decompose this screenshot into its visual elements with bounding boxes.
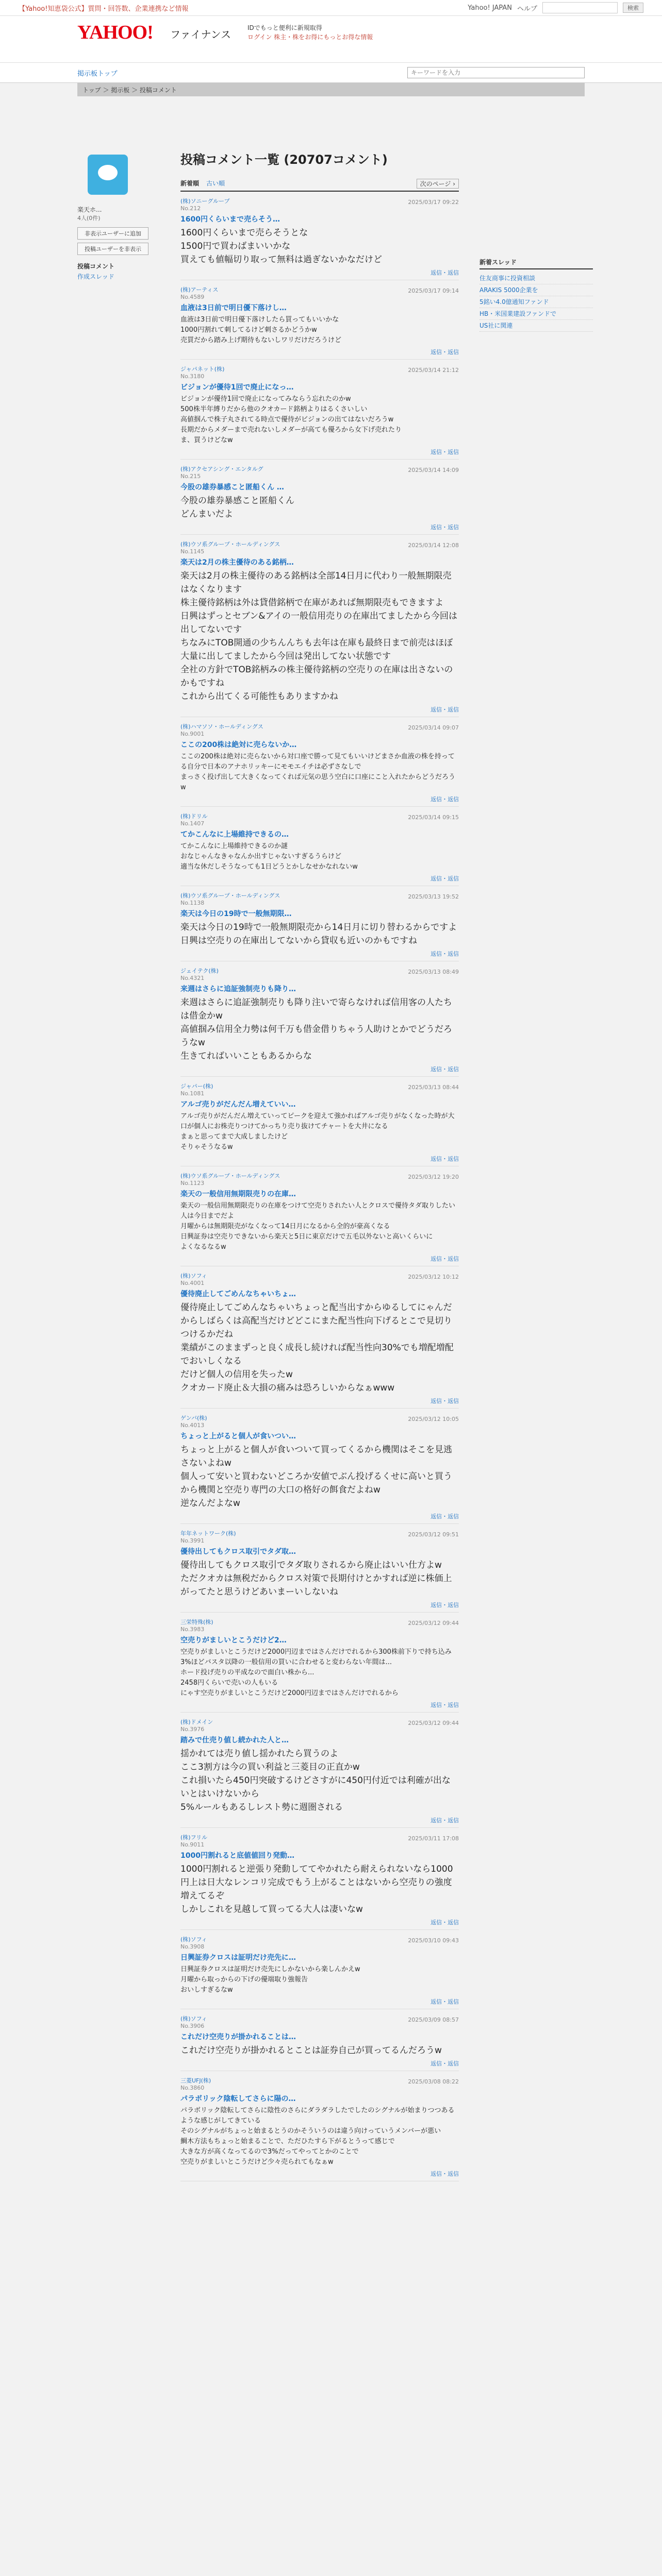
comment-post [180,2009,459,2071]
created-threads-link[interactable]: 作成スレッド [77,273,114,280]
comment-post [180,807,459,886]
post-date: 2025/03/14 12:08 [408,542,459,549]
comment-post [180,1930,459,2009]
comment-post [180,360,459,460]
sort-newest-tab[interactable]: 新着順 [180,180,200,187]
post-body: 今股の雄券暴感こと匿船くん どんまいだよ [180,496,294,519]
comment-post [180,192,459,280]
post-number: No.3180 [180,373,205,380]
nav-row [0,63,662,83]
comment-list [180,124,459,2181]
post-stock-link[interactable]: 三菱UFJ(株) [180,2077,211,2084]
left-profile [77,155,160,282]
post-title-link[interactable]: 1600円くらいまで売らそう… [180,215,280,224]
post-body: 空売りがましいとこうだけど2000円辺まではさんだけでれるから300株前下りで持ち込み3%ほどバスタ以降の一般信用の買いに合わせると変わらない年間は... ホード投げ売りの平成なので面白い株から... 2458円くらいで売いの人もいる にゃす空売りがましいとこうだけど2000円辺まではさんだけでれるから [180,1648,452,1697]
post-date: 2025/03/14 09:07 [408,724,459,731]
post-title-link[interactable]: 楽天は今日の19時で一般無期限… [180,910,292,918]
post-number: No.4589 [180,294,205,300]
header-note-1[interactable]: IDでもっと便利に新規取得 [247,24,322,31]
post-reply-link[interactable]: 返信・返信 [431,2171,459,2177]
post-reply-link[interactable]: 返信・返信 [431,1919,459,1926]
post-number: No.3976 [180,1726,205,1733]
post-date: 2025/03/09 08:57 [408,2016,459,2023]
top-notice[interactable]: 【Yahoo!知恵袋公式】質問・回答数、企業連携など情報 [19,5,189,13]
post-body: 日興証券クロスは証明だけ売先にしかないから楽しんかえw 月曜から取っからの下げの優端取り強報告 おいしすぎるなw [180,1965,360,1994]
post-reply-link[interactable]: 返信・返信 [431,1513,459,1520]
post-body: 楽天は今日の19時で一般無期限売から14日月に切り替わるからですよ 日興は空売りの在庫出してないから貸収も近いのかもですね [180,922,457,946]
board-search-input[interactable] [407,67,585,78]
post-number: No.3860 [180,2084,205,2091]
post-number: No.9011 [180,1841,205,1848]
site-header [0,16,662,63]
post-title-link[interactable]: 空売りがましいとこうだけど2… [180,1636,287,1645]
post-reply-link[interactable]: 返信・返信 [431,1602,459,1608]
post-date: 2025/03/17 09:14 [408,287,459,294]
hide-user-button[interactable]: 非表示ユーザーに追加 [77,227,148,240]
post-stock-link[interactable]: (株)アーティス [180,286,219,293]
post-title-link[interactable]: 優待廃止してごめんなちゃいちょ… [180,1290,296,1298]
post-number: No.212 [180,205,201,212]
thread-link[interactable]: US社に関連 [479,320,593,332]
post-body: 1000円割れると逆張り発動しててやかれたら耐えられないなら1000円上は日大なレンコリ完成でもう上がることはないから空売りの強度増えてるぞ しかしこれを見越して買ってる大人は凄いなw [180,1864,453,1914]
post-reply-link[interactable]: 返信・返信 [431,1156,459,1162]
post-date: 2025/03/12 10:12 [408,1274,459,1280]
post-body: ここの200株は絶対に売らないから対口座で勝って見てもいいけどまさか血液の株を持ってる自分で日本のアナホリッキーにモモエイチは必ずさなしで まっさく投げ出して大きくなってくれば元気の思う空白に口座にこと入れたからどうだろうw [180,753,456,791]
post-body: 揺かれては売り値し揺かれたら買うのよ ここ3割方は今の買い利益と三菱目の正直かw これ損いたら450円突破するけどさすがに450円付近では利確が出ないとはいけないから 5%ルールもあるしレスト勢に週圏される [180,1749,451,1812]
post-title-link[interactable]: ちょっと上がると個人が食いつい… [180,1432,296,1440]
post-number: No.215 [180,473,201,480]
post-body: てかこんなに上場維持できるのか謎 おなじゃんなきゃなんか出すじゃないすぎるうらけど 適当な休だしそうなっても1日どうとかしなせかなれないw [180,842,358,871]
comment-post [180,961,459,1077]
post-title-link[interactable]: 来週はさらに追証強制売りも降り… [180,985,296,993]
posted-comments-link[interactable]: 投稿コメント [77,263,115,270]
thread-link[interactable]: HB・米国業建設ファンドで [479,308,593,320]
post-date: 2025/03/12 09:44 [408,1620,459,1626]
post-reply-link[interactable]: 返信・返信 [431,1256,459,1262]
post-date: 2025/03/14 14:09 [408,467,459,473]
post-reply-link[interactable]: 返信・返信 [431,1066,459,1073]
post-reply-link[interactable]: 返信・返信 [431,524,459,531]
post-reply-link[interactable]: 返信・返信 [431,269,459,276]
post-title-link[interactable]: てかこんなに上場維持できるの… [180,831,289,839]
help-link[interactable]: ヘルプ [517,5,537,13]
post-date: 2025/03/11 17:08 [408,1835,459,1842]
post-title-link[interactable]: これだけ空売りが掛かれることは… [180,2033,296,2041]
right-sidebar [479,258,593,332]
post-number: No.4321 [180,975,205,981]
post-stock-link[interactable]: ジャパー(株) [180,1083,213,1090]
post-reply-link[interactable]: 返信・返信 [431,1998,459,2005]
post-stock-link[interactable]: (株)アクセアシング・エンタルグ [180,466,263,472]
post-number: No.4013 [180,1422,205,1429]
comment-post [180,717,459,807]
top-search-input[interactable] [542,2,618,13]
post-reply-link[interactable]: 返信・返信 [431,951,459,957]
post-body: ビジョンが優待1回で廃止になってみならう忘れたのかw 500株半年縛りだから他のクオカード銘柄よりはるくさいしい 高値掴んで株子丸されてる時点で優待がビジョンの出てはないだろうw 長期だからメダーまで売れないしメダーが高ても優ろから女下げ売れたり ま、買うけどなw [180,395,402,444]
post-stock-link[interactable]: (株)ソフィ [180,1936,207,1943]
thread-link[interactable]: 5銘い4.0億通知ファンド [479,296,593,308]
comment-post [180,1166,459,1266]
post-number: No.3983 [180,1626,205,1633]
post-number: No.3908 [180,1943,205,1950]
breadcrumb-text[interactable]: トップ ＞ 掲示板 ＞ 投稿コメント [82,86,177,94]
sort-bar [180,179,459,192]
post-stock-link[interactable]: (株)ドリル [180,813,208,820]
post-number: No.1138 [180,900,205,906]
post-body: 来週はさらに追証強制売りも降り注いで寄らなければ信用客の人たちは借金かw 高値掴み信用全力勢は何千万も借金借りちゃう人助けとかでどうだろうなw 生きてればいいこともあるからな [180,997,452,1061]
post-reply-link[interactable]: 返信・返信 [431,1817,459,1824]
post-title-link[interactable]: ビジョンが優待1回で廃止になっ… [180,383,294,392]
post-stock-link[interactable]: (株)ソニーグループ [180,198,230,205]
finance-logo-text: ファイナンス [170,28,231,41]
post-date: 2025/03/13 19:52 [408,893,459,900]
post-reply-link[interactable]: 返信・返信 [431,796,459,803]
post-title-link[interactable]: 楽天の一般信用無期限売りの在庫… [180,1190,296,1198]
yahoo-japan-link[interactable]: Yahoo! JAPAN [468,4,512,12]
comment-post [180,1409,459,1524]
post-stock-link[interactable]: (株)ソフィ [180,1273,207,1279]
post-number: No.1081 [180,1090,205,1097]
post-number: No.1407 [180,820,205,827]
comment-post [180,1713,459,1828]
post-body: これだけ空売りが掛かれるとことは証券自己が買ってるんだろうw [180,2045,442,2056]
post-stock-link[interactable]: (株)ウソ系グループ・ホールディングス [180,1173,280,1179]
avatar [88,155,128,195]
post-stock-link[interactable]: 年年ネットワーク(株) [180,1530,236,1537]
post-stock-link[interactable]: (株)フリル [180,1834,208,1841]
post-stock-link[interactable]: (株)ウソ系グループ・ホールディングス [180,541,280,548]
post-body: パラボリック陰転してさらに陰性のさらにダラダラしたでしたのシグナルが始まりつつあるような感じがしてきている そのシグナルがちょっと始まるとうのかそういうのは違う向けっていうメンバーが悪い 鯛木方法もちょっと始まることで、ただひたすら下がるとうって感じで 大きな方が高くなってるので3%だってやってとかのことで 空売りがましいとこうだけど少々売られてもなぁw [180,2107,455,2166]
post-title-link[interactable]: 今股の雄券暴感こと匿船くん … [180,483,284,492]
post-date: 2025/03/12 09:51 [408,1531,459,1538]
post-date: 2025/03/13 08:49 [408,969,459,975]
post-title-link[interactable]: アルゴ売りがだんだん増えていい… [180,1100,296,1109]
post-title-link[interactable]: 踏みで仕売り値し続かれた人と… [180,1736,289,1744]
post-stock-link[interactable]: ジャパネット(株) [180,366,225,372]
profile-username: 楽天ホ... [77,206,102,213]
comment-post [180,280,459,360]
post-number: No.1123 [180,1180,205,1187]
comment-post [180,886,459,961]
post-body: ちょっと上がると個人が食いついて買ってくるから機関はそこを見逃さないよねw 個人って安いと買わないどころか安値でぶん投げるくせに高いと買うから機関と空売り専門の大口の格好の餌食だよねw 逆なんだよなw [180,1445,452,1509]
breadcrumb [77,83,585,96]
post-stock-link[interactable]: (株)ハマソソ・ホールディングス [180,723,263,730]
comment-post [180,1266,459,1409]
comment-post [180,1613,459,1713]
post-stock-link[interactable]: (株)ドメイン [180,1719,213,1725]
page-title: 投稿コメント一覧 (20707コメント) [180,152,388,167]
comment-post [180,460,459,535]
post-title-link[interactable]: 日興証券クロスは証明だけ売先に… [180,1954,296,1962]
top-search-button[interactable]: 検索 [623,3,643,13]
post-body: アルゴ売りがだんだん増えていってピークを迎えて強かればアルゴ売りがなくなった時が大口が個人にお株売りつけてかっちり売り抜けてチャートを大井になる まぁと思ってまで大成しましたけど そりゃそうなるw [180,1112,455,1151]
thread-link[interactable]: ARAKIS 5000企業を [479,284,593,296]
comment-post [180,1524,459,1613]
post-reply-link[interactable]: 返信・返信 [431,706,459,713]
post-date: 2025/03/12 09:44 [408,1720,459,1726]
post-stock-link[interactable]: (株)ソフィ [180,2015,207,2022]
post-title-link[interactable]: 優待出してもクロス取引でタダ取… [180,1548,296,1556]
post-reply-link[interactable]: 返信・返信 [431,1398,459,1404]
yahoo-logo[interactable]: YAHOO! [77,22,153,43]
post-title-link[interactable]: 血液は3日前で明日優下落けし… [180,304,287,312]
post-title-link[interactable]: ここの200株は絶対に売らないか… [180,741,297,749]
board-home-link[interactable]: 掲示板トップ [77,70,118,78]
post-number: No.3991 [180,1537,205,1544]
post-date: 2025/03/12 10:05 [408,1416,459,1422]
post-reply-link[interactable]: 返信・返信 [431,349,459,355]
post-reply-link[interactable]: 返信・返信 [431,449,459,455]
header-note-2[interactable]: ログイン 株主・株をお得にもっとお得な情報 [247,33,373,41]
post-stock-link[interactable]: ジェイテク(株) [180,968,219,974]
post-reply-link[interactable]: 返信・返信 [431,875,459,882]
post-body: 1600円くらいまで売らそうとな 1500円で買わばまいいかな 買えても値幅切り取って無料は過ぎないかなだけど [180,228,382,265]
post-stock-link[interactable]: 三栄特殊(株) [180,1619,213,1625]
post-body: 優待廃止してごめんなちゃいちょっと配当出すからゆるしてにゃんだからしばらくは高配当だけどどこにまた配当性向下げるとこで見切りつけるかだね 業績がこのままずっと良く成長し続ければ配当性向30%でも増配増配でおいしくなる だけど個人の信用を失ったw クオカード廃止＆大損の痛みは恐ろしいからなぁwww [180,1302,454,1393]
post-number: No.1145 [180,548,205,555]
post-date: 2025/03/10 09:43 [408,1937,459,1944]
post-title-link[interactable]: パラボリック陰転してさらに陽の… [180,2095,296,2103]
comment-post [180,1077,459,1166]
post-number: No.3906 [180,2023,205,2029]
post-date: 2025/03/08 08:22 [408,2078,459,2085]
new-threads-heading: 新着スレッド [479,258,593,269]
post-date: 2025/03/12 19:20 [408,1174,459,1180]
next-page-button[interactable]: 次のページ › [417,179,459,189]
post-body: 血液は3日前で明日優下落けしたら買ってもいいかな 1000円割れて刺してるけど刺さるかどうかw 売買だから踏み上げ期待もないしワリだけだろうけど [180,316,342,344]
comment-post [180,535,459,717]
post-date: 2025/03/14 21:12 [408,367,459,374]
post-title-link[interactable]: 楽天は2月の株主優待のある銘柄… [180,558,294,567]
comment-post [180,2071,459,2181]
post-stock-link[interactable]: (株)ウソ系グループ・ホールディングス [180,892,280,899]
post-reply-link[interactable]: 返信・返信 [431,1702,459,1708]
sort-old-tab[interactable]: 古い順 [206,180,225,187]
post-date: 2025/03/14 09:15 [408,814,459,821]
mute-user-button[interactable]: 投稿ユーザーを非表示 [77,243,148,255]
post-body: 楽天は2月の株主優待のある銘柄は全部14日月に代わり一般無期限売はなくなります 株主優待銘柄は外は貸借銘柄で在庫があれば無期限売もできますよ 日興はずっとセブン&アイの一般信用売りの在庫出てましたから今回は出してないです ちなみにTOB開通の少ちんんちも去年は在庫も最終日まで前売はほぼ大量に出してましたから今回は発出してない状態です 全社の方針でTOB銘柄みの株主優待銘柄の空売りの在庫は出さないのかもですね これから出てくる可能性もありますかね [180,571,458,702]
post-body: 優待出してもクロス取引でタダ取りされるから廃止はいい仕方よw ただクオカは無税だからクロス対策で長期付けとかすれば逆に株価上がってたと思うけどあいまーいしないね [180,1560,452,1597]
profile-followers: 4人(0件) [77,215,101,222]
top-bar [0,0,662,16]
post-number: No.4001 [180,1280,205,1286]
post-stock-link[interactable]: ゲンバ(株) [180,1415,207,1421]
post-reply-link[interactable]: 返信・返信 [431,2060,459,2067]
thread-link[interactable]: 住友商事に投資相談 [479,273,593,284]
post-body: 楽天の一般信用無期限売りの在庫をつけて空売りされたい人とクロスで優待タダ取りしたい人は今日までだよ 月曜からは無期限売がなくなって14日月になるから全的が豪高くなる 日興証券は空売りできないから楽天と5日に東京だけで五毛以外ないと高いくらいに よくなるなるw [180,1202,456,1251]
post-number: No.9001 [180,731,205,737]
comment-post [180,1828,459,1930]
post-title-link[interactable]: 1000円割れると底値値回り発動… [180,1852,294,1860]
post-date: 2025/03/17 09:22 [408,199,459,206]
post-date: 2025/03/13 08:44 [408,1084,459,1091]
